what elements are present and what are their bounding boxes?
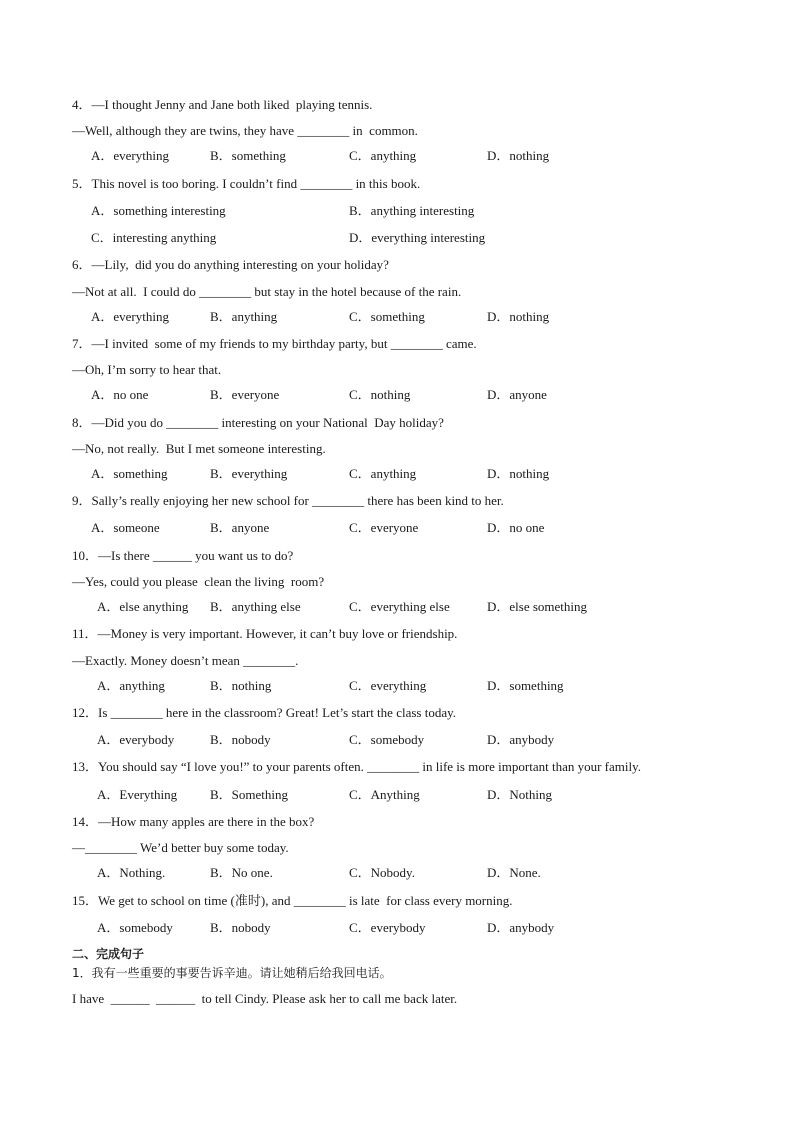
question-8-option-c: C．anything (349, 466, 417, 481)
question-10-option-b: B．anything else (210, 599, 301, 614)
question-15-option-c: C．everybody (349, 920, 426, 935)
question-8-option-b: B．everything (210, 466, 288, 481)
question-12-stem: 12．Is ________ here in the classroom? Great! Let’s start the class today. (72, 705, 456, 720)
question-13-option-d: D．Nothing (487, 787, 553, 802)
question-7-option-a: A．no one (91, 387, 149, 402)
question-5-stem: 5．This novel is too boring. I couldn’t find ________ in this book. (72, 176, 421, 191)
question-7-reply: —Oh, I’m sorry to hear that. (72, 362, 222, 377)
question-11-stem: 11．—Money is very important. However, it can’t buy love or friendship. (72, 626, 458, 641)
question-8-reply: —No, not really. But I met someone interesting. (72, 441, 326, 456)
question-5-option-a: A．something interesting (91, 203, 226, 218)
question-7-option-d: D．anyone (487, 387, 547, 402)
question-9-stem: 9．Sally’s really enjoying her new school for ________ there has been kind to her. (72, 493, 504, 508)
question-11-reply: —Exactly. Money doesn’t mean ________. (72, 653, 299, 668)
question-4-stem: 4．—I thought Jenny and Jane both liked playing tennis. (72, 97, 373, 112)
question-7-stem: 7．—I invited some of my friends to my birthday party, but ________ came. (72, 336, 477, 351)
question-12-option-a: A．everybody (97, 732, 175, 747)
question-6-reply: —Not at all. I could do ________ but stay in the hotel because of the rain. (72, 284, 462, 299)
question-9-option-c: C．everyone (349, 520, 419, 535)
question-4-option-a: A．everything (91, 148, 169, 163)
question-14-stem: 14．—How many apples are there in the box? (72, 814, 315, 829)
question-6-option-c: C．something (349, 309, 425, 324)
question-15-stem: 15．We get to school on time (准时), and ________ is late for class every morning. (72, 893, 513, 908)
question-4-option-b: B．something (210, 148, 286, 163)
question-15-option-a: A．somebody (97, 920, 173, 935)
question-13-option-c: C．Anything (349, 787, 420, 802)
question-10-option-c: C．everything else (349, 599, 450, 614)
question-4-option-d: D．nothing (487, 148, 550, 163)
section-2-item-1-english: I have ______ ______ to tell Cindy. Please ask her to call me back later. (72, 991, 458, 1006)
question-8-stem: 8．—Did you do ________ interesting on your National Day holiday? (72, 415, 444, 430)
question-9-option-d: D．no one (487, 520, 545, 535)
question-12-option-c: C．somebody (349, 732, 425, 747)
question-6-stem: 6．—Lily, did you do anything interesting on your holiday? (72, 257, 389, 272)
question-5-option-d: D．everything interesting (349, 230, 486, 245)
question-10-reply: —Yes, could you please clean the living room? (72, 574, 325, 589)
question-14-option-a: A．Nothing. (97, 865, 166, 880)
question-15-option-d: D．anybody (487, 920, 555, 935)
question-6-option-a: A．everything (91, 309, 169, 324)
question-5-option-b: B．anything interesting (349, 203, 475, 218)
question-14-option-c: C．Nobody. (349, 865, 415, 880)
question-14-option-b: B．No one. (210, 865, 273, 880)
question-11-option-a: A．anything (97, 678, 165, 693)
question-13-option-a: A．Everything (97, 787, 178, 802)
question-8-option-d: D．nothing (487, 466, 550, 481)
question-14-reply: —________ We’d better buy some today. (72, 840, 289, 855)
question-6-option-d: D．nothing (487, 309, 550, 324)
question-7-option-b: B．everyone (210, 387, 280, 402)
question-12-option-d: D．anybody (487, 732, 555, 747)
question-11-option-c: C．everything (349, 678, 427, 693)
question-10-stem: 10．—Is there ______ you want us to do? (72, 548, 294, 563)
question-9-option-a: A．someone (91, 520, 160, 535)
question-6-option-b: B．anything (210, 309, 278, 324)
question-11-option-b: B．nothing (210, 678, 272, 693)
section-2-heading: 二、完成句子 (72, 947, 145, 961)
question-7-option-c: C．nothing (349, 387, 411, 402)
question-9-option-b: B．anyone (210, 520, 270, 535)
question-13-stem: 13．You should say “I love you!” to your parents often. ________ in life is more important than your family. (72, 759, 642, 774)
question-14-option-d: D．None. (487, 865, 541, 880)
question-4-option-c: C．anything (349, 148, 417, 163)
question-8-option-a: A．something (91, 466, 168, 481)
question-11-option-d: D．something (487, 678, 564, 693)
question-12-option-b: B．nobody (210, 732, 271, 747)
question-13-option-b: B．Something (210, 787, 289, 802)
section-2-item-1-chinese: 1．我有一些重要的事要告诉辛迪。请让她稍后给我回电话。 (72, 966, 392, 980)
question-5-option-c: C．interesting anything (91, 230, 217, 245)
question-4-reply: —Well, although they are twins, they have ________ in common. (72, 123, 418, 138)
question-15-option-b: B．nobody (210, 920, 271, 935)
question-10-option-d: D．else something (487, 599, 588, 614)
question-10-option-a: A．else anything (97, 599, 189, 614)
